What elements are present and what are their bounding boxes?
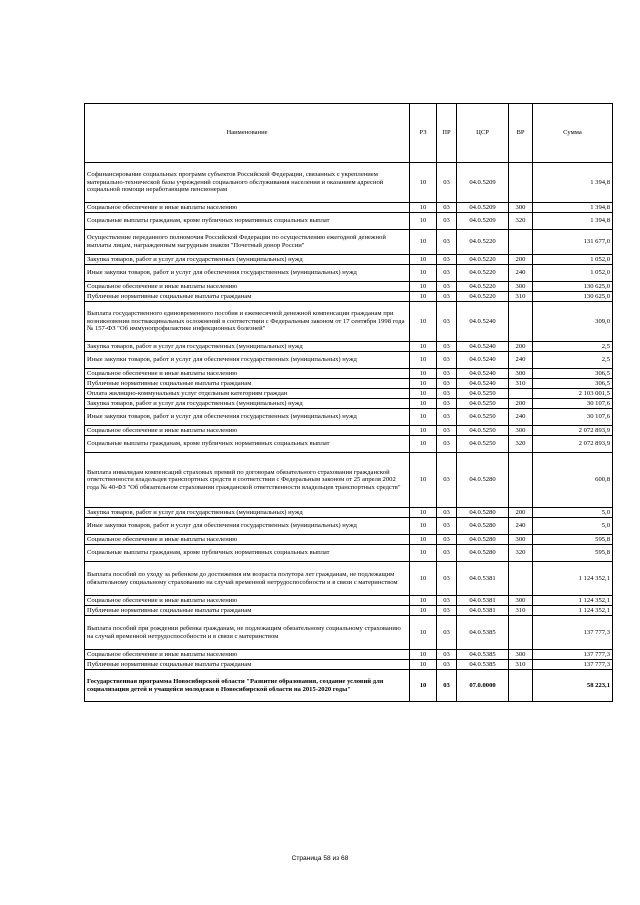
table-row xyxy=(85,163,613,203)
cell-csr: 04.0.5240 xyxy=(457,379,509,389)
cell-name: Социальные выплаты гражданам, кроме публичных нормативных социальных выплат xyxy=(85,213,410,230)
cell-pr: 03 xyxy=(437,535,457,545)
cell-name: Публичные нормативные социальные выплаты гражданам xyxy=(85,606,410,616)
cell-sum: 595,8 xyxy=(533,535,613,545)
cell-sum: 306,5 xyxy=(533,369,613,379)
cell-csr: 04.0.5385 xyxy=(457,660,509,670)
cell-sum: 137 777,3 xyxy=(533,650,613,660)
cell-name: Социальное обеспечение и иные выплаты населению xyxy=(85,535,410,545)
cell-name: Социальное обеспечение и иные выплаты населению xyxy=(85,426,410,436)
cell-rz: 10 xyxy=(410,399,437,409)
cell-vr: 200 xyxy=(509,342,533,352)
table-row xyxy=(85,616,613,650)
cell-name: Публичные нормативные социальные выплаты гражданам xyxy=(85,379,410,389)
cell-name: Социальное обеспечение и иные выплаты населению xyxy=(85,596,410,606)
cell-csr: 04.0.5209 xyxy=(457,203,509,213)
header-csr: ЦСР xyxy=(457,104,509,163)
cell-name: Закупка товаров, работ и услуг для государственных (муниципальных) нужд xyxy=(85,255,410,265)
cell-pr: 03 xyxy=(437,616,457,650)
cell-rz: 10 xyxy=(410,409,437,426)
cell-vr: 310 xyxy=(509,660,533,670)
cell-name: Выплата инвалидам компенсаций страховых премий по договорам обязательного страхования гражданской ответственности владельцев транспортных средств в соответствии с Федеральным законом от 25 апреля 2002 года № 40-ФЗ "Об обязательном страховании гражданской ответственности владельцев транспортных средств" xyxy=(85,453,410,508)
cell-name: Иные закупки товаров, работ и услуг для обеспечения государственных (муниципальных) нужд xyxy=(85,265,410,282)
cell-rz: 10 xyxy=(410,508,437,518)
header-row xyxy=(85,104,613,163)
cell-vr xyxy=(509,670,533,702)
cell-vr: 300 xyxy=(509,650,533,660)
cell-vr xyxy=(509,389,533,399)
cell-pr: 03 xyxy=(437,518,457,535)
cell-rz: 10 xyxy=(410,213,437,230)
table-row xyxy=(85,265,613,282)
cell-vr: 200 xyxy=(509,255,533,265)
cell-pr: 03 xyxy=(437,255,457,265)
cell-vr: 320 xyxy=(509,213,533,230)
budget-table-container xyxy=(84,103,612,702)
cell-vr: 300 xyxy=(509,282,533,292)
cell-name: Государственная программа Новосибирской области "Развитие образования, создание условий для социализации детей и учащейся молодежи в Новосибирской области на 2015-2020 годы" xyxy=(85,670,410,702)
table-row xyxy=(85,545,613,562)
cell-rz: 10 xyxy=(410,670,437,702)
cell-rz: 10 xyxy=(410,163,437,203)
cell-pr: 03 xyxy=(437,660,457,670)
table-row xyxy=(85,596,613,606)
cell-name: Выплата государственного единовременного пособия и ежемесячной денежной компенсации гражданам при возникновении поствакцинальных осложнений в соответствии с Федеральным законом от 17 сентября 1998 года № 157-ФЗ "Об иммунопрофилактике инфекционных болезней" xyxy=(85,302,410,342)
cell-sum: 1 124 352,1 xyxy=(533,596,613,606)
header-rz: РЗ xyxy=(410,104,437,163)
cell-csr: 04.0.5280 xyxy=(457,508,509,518)
cell-rz: 10 xyxy=(410,518,437,535)
cell-vr: 200 xyxy=(509,399,533,409)
cell-rz: 10 xyxy=(410,660,437,670)
cell-csr: 04.0.5280 xyxy=(457,518,509,535)
cell-pr: 03 xyxy=(437,163,457,203)
cell-name: Закупка товаров, работ и услуг для государственных (муниципальных) нужд xyxy=(85,342,410,352)
cell-name: Социальное обеспечение и иные выплаты населению xyxy=(85,369,410,379)
cell-sum: 137 777,3 xyxy=(533,616,613,650)
cell-pr: 03 xyxy=(437,352,457,369)
cell-name: Осуществление переданного полномочия Российской Федерации по осуществлению ежегодной денежной выплаты лицам, награжденным нагрудным знаком "Почетный донор России" xyxy=(85,230,410,255)
cell-sum: 1 124 352,1 xyxy=(533,606,613,616)
cell-sum: 30 107,6 xyxy=(533,409,613,426)
cell-sum: 1 394,8 xyxy=(533,213,613,230)
cell-rz: 10 xyxy=(410,453,437,508)
cell-csr: 04.0.5280 xyxy=(457,453,509,508)
table-body xyxy=(85,163,613,702)
cell-pr: 03 xyxy=(437,670,457,702)
cell-vr xyxy=(509,302,533,342)
cell-rz: 10 xyxy=(410,379,437,389)
cell-pr: 03 xyxy=(437,230,457,255)
cell-csr: 04.0.5250 xyxy=(457,409,509,426)
cell-sum: 2 072 893,9 xyxy=(533,426,613,436)
cell-rz: 10 xyxy=(410,616,437,650)
cell-pr: 03 xyxy=(437,389,457,399)
cell-name: Социальные выплаты гражданам, кроме публичных нормативных социальных выплат xyxy=(85,545,410,562)
header-name: Наименование xyxy=(85,104,410,163)
cell-csr: 04.0.5220 xyxy=(457,292,509,302)
cell-pr: 03 xyxy=(437,436,457,453)
cell-rz: 10 xyxy=(410,282,437,292)
cell-name: Публичные нормативные социальные выплаты гражданам xyxy=(85,660,410,670)
cell-pr: 03 xyxy=(437,606,457,616)
cell-sum: 595,8 xyxy=(533,545,613,562)
cell-rz: 10 xyxy=(410,369,437,379)
cell-csr: 04.0.5280 xyxy=(457,535,509,545)
cell-rz: 10 xyxy=(410,389,437,399)
cell-vr xyxy=(509,562,533,596)
cell-vr: 320 xyxy=(509,545,533,562)
cell-sum: 58 223,1 xyxy=(533,670,613,702)
cell-vr xyxy=(509,163,533,203)
cell-pr: 03 xyxy=(437,508,457,518)
cell-vr: 300 xyxy=(509,369,533,379)
cell-csr: 04.0.5280 xyxy=(457,545,509,562)
table-row xyxy=(85,426,613,436)
cell-vr: 300 xyxy=(509,535,533,545)
table-row xyxy=(85,352,613,369)
cell-sum: 1 124 352,1 xyxy=(533,562,613,596)
cell-csr: 04.0.5250 xyxy=(457,426,509,436)
cell-vr: 240 xyxy=(509,352,533,369)
cell-rz: 10 xyxy=(410,535,437,545)
cell-name: Социальное обеспечение и иные выплаты населению xyxy=(85,282,410,292)
cell-csr: 04.0.5385 xyxy=(457,616,509,650)
cell-pr: 03 xyxy=(437,265,457,282)
cell-vr: 300 xyxy=(509,203,533,213)
cell-sum: 1 394,8 xyxy=(533,203,613,213)
cell-rz: 10 xyxy=(410,255,437,265)
table-row xyxy=(85,650,613,660)
cell-vr: 310 xyxy=(509,379,533,389)
table-row xyxy=(85,606,613,616)
table-row xyxy=(85,379,613,389)
table-row xyxy=(85,282,613,292)
cell-sum: 5,0 xyxy=(533,518,613,535)
cell-vr: 310 xyxy=(509,292,533,302)
cell-name: Выплата пособий по уходу за ребенком до достижения им возраста полутора лет гражданам, не подлежащим обязательному социальному страхованию на случай временной нетрудоспособности и в связи с материнством xyxy=(85,562,410,596)
cell-sum: 306,5 xyxy=(533,379,613,389)
table-row xyxy=(85,535,613,545)
cell-sum: 2,5 xyxy=(533,342,613,352)
cell-name: Оплата жилищно-коммунальных услуг отдельным категориям граждан xyxy=(85,389,410,399)
cell-pr: 03 xyxy=(437,545,457,562)
cell-sum: 130 625,0 xyxy=(533,282,613,292)
cell-sum: 137 777,3 xyxy=(533,660,613,670)
cell-csr: 04.0.5209 xyxy=(457,163,509,203)
cell-vr: 310 xyxy=(509,606,533,616)
cell-csr: 04.0.5220 xyxy=(457,282,509,292)
cell-csr: 04.0.5220 xyxy=(457,255,509,265)
table-row xyxy=(85,670,613,702)
cell-sum: 5,0 xyxy=(533,508,613,518)
cell-name: Софинансирование социальных программ субъектов Российской Федерации, связанных с укреплением материально-технической базы учреждений социального обслуживания населения и оказанием адресной социальной помощи неработающим пенсионерам xyxy=(85,163,410,203)
cell-name: Публичные нормативные социальные выплаты гражданам xyxy=(85,292,410,302)
cell-vr xyxy=(509,453,533,508)
table-row xyxy=(85,399,613,409)
cell-pr: 03 xyxy=(437,369,457,379)
table-row xyxy=(85,562,613,596)
cell-name: Закупка товаров, работ и услуг для государственных (муниципальных) нужд xyxy=(85,508,410,518)
cell-name: Социальные выплаты гражданам, кроме публичных нормативных социальных выплат xyxy=(85,436,410,453)
cell-sum: 1 052,0 xyxy=(533,265,613,282)
cell-vr: 240 xyxy=(509,409,533,426)
table-row xyxy=(85,342,613,352)
cell-csr: 04.0.5250 xyxy=(457,436,509,453)
cell-rz: 10 xyxy=(410,230,437,255)
cell-pr: 03 xyxy=(437,426,457,436)
budget-table xyxy=(84,103,613,702)
cell-pr: 03 xyxy=(437,292,457,302)
cell-name: Социальное обеспечение и иные выплаты населению xyxy=(85,650,410,660)
cell-pr: 03 xyxy=(437,203,457,213)
table-row xyxy=(85,292,613,302)
cell-pr: 03 xyxy=(437,379,457,389)
cell-rz: 10 xyxy=(410,650,437,660)
cell-sum: 131 677,0 xyxy=(533,230,613,255)
cell-csr: 04.0.5209 xyxy=(457,213,509,230)
cell-csr: 04.0.5220 xyxy=(457,265,509,282)
cell-sum: 2 103 001,5 xyxy=(533,389,613,399)
cell-csr: 04.0.5381 xyxy=(457,606,509,616)
cell-csr: 04.0.5381 xyxy=(457,562,509,596)
cell-vr xyxy=(509,616,533,650)
cell-csr: 04.0.5240 xyxy=(457,302,509,342)
cell-rz: 10 xyxy=(410,436,437,453)
cell-name: Иные закупки товаров, работ и услуг для обеспечения государственных (муниципальных) нужд xyxy=(85,409,410,426)
cell-csr: 04.0.5240 xyxy=(457,352,509,369)
cell-rz: 10 xyxy=(410,562,437,596)
cell-csr: 04.0.5385 xyxy=(457,650,509,660)
table-row xyxy=(85,518,613,535)
cell-sum: 130 625,0 xyxy=(533,292,613,302)
cell-csr: 04.0.5250 xyxy=(457,399,509,409)
page-number: Страница 58 из 68 xyxy=(291,855,349,862)
cell-name: Иные закупки товаров, работ и услуг для обеспечения государственных (муниципальных) нужд xyxy=(85,352,410,369)
cell-pr: 03 xyxy=(437,213,457,230)
cell-csr: 04.0.5381 xyxy=(457,596,509,606)
cell-rz: 10 xyxy=(410,606,437,616)
cell-vr: 240 xyxy=(509,518,533,535)
cell-pr: 03 xyxy=(437,342,457,352)
cell-csr: 04.0.5220 xyxy=(457,230,509,255)
cell-vr: 200 xyxy=(509,508,533,518)
cell-sum: 309,0 xyxy=(533,302,613,342)
table-row xyxy=(85,369,613,379)
cell-vr: 300 xyxy=(509,596,533,606)
cell-sum: 30 107,6 xyxy=(533,399,613,409)
cell-vr: 240 xyxy=(509,265,533,282)
cell-sum: 2 072 893,9 xyxy=(533,436,613,453)
cell-csr: 07.0.0000 xyxy=(457,670,509,702)
cell-pr: 03 xyxy=(437,399,457,409)
cell-name: Закупка товаров, работ и услуг для государственных (муниципальных) нужд xyxy=(85,399,410,409)
header-vr: ВР xyxy=(509,104,533,163)
cell-rz: 10 xyxy=(410,342,437,352)
cell-pr: 03 xyxy=(437,302,457,342)
cell-rz: 10 xyxy=(410,292,437,302)
table-row xyxy=(85,389,613,399)
table-row xyxy=(85,302,613,342)
cell-sum: 600,8 xyxy=(533,453,613,508)
cell-rz: 10 xyxy=(410,426,437,436)
cell-rz: 10 xyxy=(410,302,437,342)
table-row xyxy=(85,436,613,453)
cell-pr: 03 xyxy=(437,650,457,660)
cell-sum: 1 394,8 xyxy=(533,163,613,203)
table-row xyxy=(85,660,613,670)
table-row xyxy=(85,230,613,255)
cell-vr: 320 xyxy=(509,436,533,453)
cell-rz: 10 xyxy=(410,265,437,282)
cell-rz: 10 xyxy=(410,203,437,213)
header-sum: Сумма xyxy=(533,104,613,163)
cell-vr xyxy=(509,230,533,255)
header-pr: ПР xyxy=(437,104,457,163)
table-row xyxy=(85,453,613,508)
cell-pr: 03 xyxy=(437,282,457,292)
cell-csr: 04.0.5250 xyxy=(457,389,509,399)
cell-vr: 300 xyxy=(509,426,533,436)
cell-rz: 10 xyxy=(410,596,437,606)
cell-csr: 04.0.5240 xyxy=(457,369,509,379)
table-row xyxy=(85,213,613,230)
table-row xyxy=(85,255,613,265)
cell-name: Выплата пособий при рождении ребенка гражданам, не подлежащим обязательному социальному страхованию на случай временной нетрудоспособности и в связи с материнством xyxy=(85,616,410,650)
cell-pr: 03 xyxy=(437,562,457,596)
table-row xyxy=(85,508,613,518)
table-row xyxy=(85,409,613,426)
cell-name: Социальное обеспечение и иные выплаты населению xyxy=(85,203,410,213)
cell-rz: 10 xyxy=(410,352,437,369)
cell-pr: 03 xyxy=(437,453,457,508)
cell-name: Иные закупки товаров, работ и услуг для обеспечения государственных (муниципальных) нужд xyxy=(85,518,410,535)
cell-sum: 1 052,0 xyxy=(533,255,613,265)
cell-csr: 04.0.5240 xyxy=(457,342,509,352)
cell-pr: 03 xyxy=(437,409,457,426)
cell-pr: 03 xyxy=(437,596,457,606)
cell-rz: 10 xyxy=(410,545,437,562)
table-row xyxy=(85,203,613,213)
cell-sum: 2,5 xyxy=(533,352,613,369)
